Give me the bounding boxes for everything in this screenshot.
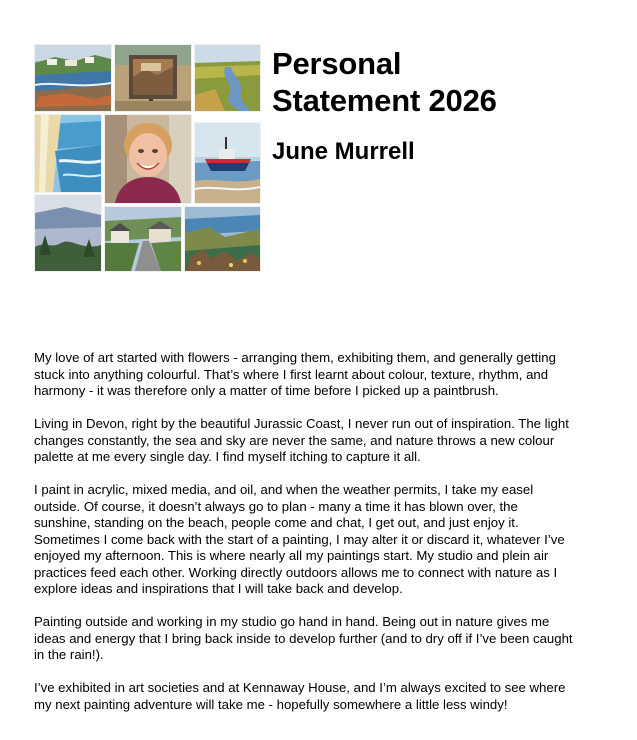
artwork-collage xyxy=(35,45,260,271)
painting-marsh-stream xyxy=(195,45,260,111)
statement-paragraph: I’ve exhibited in art societies and at Kennaway House, and I’m always excited to see where my next painting adventure will take me - hopefully somewhere a little less windy! xyxy=(34,680,566,712)
painting-sunlit-beach xyxy=(35,115,101,192)
statement-paragraph: Painting outside and working in my studio go hand in hand. Being out in nature gives me ideas and energy that I bring back inside to develop further (and to dry off if I’ve been caught in the rain!). xyxy=(34,614,573,662)
artist-portrait-photo xyxy=(105,115,191,203)
page-title xyxy=(272,45,497,119)
title-line-1: Personal xyxy=(272,46,402,81)
painting-coastal-village xyxy=(35,45,111,111)
painting-easel-outdoors xyxy=(115,45,191,111)
painting-village-lane xyxy=(105,207,181,271)
painting-harbour-boats xyxy=(195,123,260,203)
statement-body xyxy=(34,350,609,730)
author-name: June Murrell xyxy=(272,138,415,165)
statement-paragraph: I paint in acrylic, mixed media, and oil, and when the weather permits, I take my easel outside. Of course, it doesn’t always go to plan - many a time it has blown over, the sunshine, standing on the beach, people come and chat, I get out, and just enjoy it. Sometimes I come back with the start of a painting, I may alter it or discard it, whatever I’ve enjoyed my afternoon. This is where nearly all my paintings start. My studio and plein air practices feed each other. Working directly outdoors allows me to connect with nature as I explore ideas and inspirations that I will take back and develop. xyxy=(34,482,565,596)
title-line-2: Statement 2026 xyxy=(272,83,497,118)
painting-rocky-cove xyxy=(185,207,260,271)
statement-paragraph: My love of art started with flowers - arranging them, exhibiting them, and generally getting stuck into anything colourful. That’s where I first learnt about colour, texture, rhythm, and harmony - it was therefore only a matter of time before I picked up a paintbrush. xyxy=(34,350,556,398)
painting-misty-coast xyxy=(35,195,101,271)
statement-paragraph: Living in Devon, right by the beautiful Jurassic Coast, I never run out of inspiration. The light changes constantly, the sea and sky are never the same, and nature throws a new colour palette at me every single day. I find myself itching to capture it all. xyxy=(34,416,569,464)
